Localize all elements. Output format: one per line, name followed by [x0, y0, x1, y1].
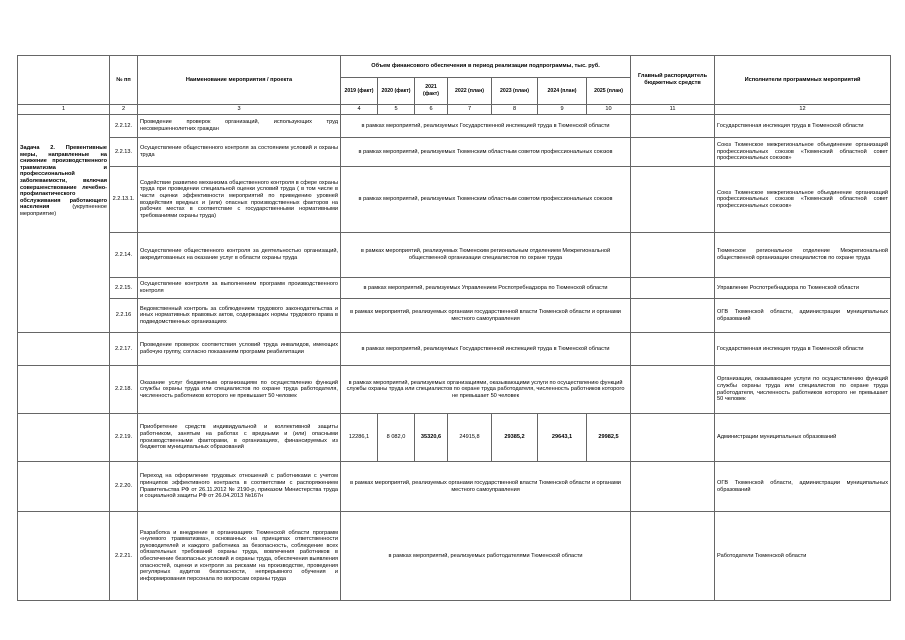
table-row [18, 333, 891, 366]
admin-cell [631, 233, 715, 278]
column-number: 11 [631, 105, 715, 115]
funding-note: в рамках мероприятий, реализуемых Тюменским региональным отделением Межрегиональной общественной организации специалистов по охране труда [341, 233, 631, 278]
value-2025: 29982,5 [587, 414, 631, 462]
row-number: 2.2.16 [110, 299, 138, 333]
admin-cell [631, 115, 715, 138]
task-cell [18, 115, 110, 333]
header-year: 2022 (план) [448, 78, 492, 105]
row-number: 2.2.20. [110, 462, 138, 512]
table-row [18, 167, 891, 233]
funding-note: в рамках мероприятий, реализуемых организациями, оказывающими услуги по осуществлению функций службы охраны труда или специалистов по охране труда работодателя, численность работников которого не превышает 50 человек [341, 366, 631, 414]
header-admin: Главный распорядитель бюджетных средств [631, 56, 715, 105]
column-number: 8 [492, 105, 538, 115]
task-note: (укрупненное мероприятие) [20, 204, 107, 217]
measure-name: Приобретение средств индивидуальной и коллективной защиты работником, занятым на работах с вредными и (или) опасными производственными факторами, в организациях, финансируемых из бюджетов муниципальных образований [138, 414, 341, 462]
column-number: 10 [587, 105, 631, 115]
measure-name: Проведение проверок соответствия условий труда инвалидов, имеющих рабочую группу, согласно показаниям программ реабилитации [138, 333, 341, 366]
header-name: Наименование мероприятия / проекта [138, 56, 341, 105]
table-row [18, 462, 891, 512]
executor: Союз Тюменское межрегиональное объединение организаций профессиональных союзов «Тюменский областной совет профессиональных союзов» [715, 138, 891, 167]
task-continuation-cell [18, 512, 110, 601]
row-number: 2.2.19. [110, 414, 138, 462]
column-number: 9 [538, 105, 587, 115]
executor: Союз Тюменское межрегиональное объединение организаций профессиональных союзов «Тюменский областной совет профессиональных союзов» [715, 167, 891, 233]
measure-name: Разработка и внедрение в организациях Тюменской области программ «нулевого травматизма», основанных на принципах ответственности руководителей и каждого работника за безопасность, соблюдение всех обязательных требований охраны труда, вовлечения работников в обеспечение безопасных условий и охраны труда, обеспечения выявления опасностей, оценки и контроля за рисками на производстве, проведения регулярных аудитов безопасности, непрерывного обучения и информирования персонала по вопросам охраны труда [138, 512, 341, 601]
measure-name: Проведение проверок организаций, использующих труд несовершеннолетних граждан [138, 115, 341, 138]
admin-cell [631, 512, 715, 601]
measure-name: Осуществление общественного контроля за состоянием условий и охраны труда [138, 138, 341, 167]
row-number: 2.2.13. [110, 138, 138, 167]
admin-cell [631, 299, 715, 333]
table-row [18, 115, 891, 138]
measure-name: Осуществление общественного контроля за деятельностью организаций, аккредитованных на оказание услуг в области охраны труда [138, 233, 341, 278]
measure-name: Ведомственный контроль за соблюдением трудового законодательства и иных нормативных правовых актов, содержащих нормы трудового права в подведомственных организациях [138, 299, 341, 333]
header-blank-cell [18, 56, 110, 105]
table-row [18, 512, 891, 601]
row-number: 2.2.15. [110, 278, 138, 299]
executor: ОГВ Тюменской области, администрации муниципальных образований [715, 462, 891, 512]
row-number: 2.2.13.1. [110, 167, 138, 233]
measure-name: Переход на оформление трудовых отношений с работниками с учетом принципов эффективного контракта в соответствии с распоряжением Правительства РФ от 26.11.2012 № 2190-р, приказом Министерства труда и социальной защиты РФ от 26.04.2013 №167н [138, 462, 341, 512]
header-year: 2020 (факт) [378, 78, 415, 105]
table-row [18, 366, 891, 414]
admin-cell [631, 462, 715, 512]
executor: ОГВ Тюменской области, администрации муниципальных образований [715, 299, 891, 333]
executor: Государственная инспекция труда в Тюменской области [715, 115, 891, 138]
column-number: 7 [448, 105, 492, 115]
header-year: 2021 (факт) [415, 78, 448, 105]
executor: Организации, оказывающие услуги по осуществлению функций службы охраны труда или специалистов по охране труда работодателя, численность работников которого не превышает 50 человек [715, 366, 891, 414]
header-num: № пп [110, 56, 138, 105]
row-number: 2.2.18. [110, 366, 138, 414]
value-2021: 35320,6 [415, 414, 448, 462]
funding-note: в рамках мероприятий, реализуемых работодателями Тюменской области [341, 512, 631, 601]
value-2019: 12286,1 [341, 414, 378, 462]
column-number: 2 [110, 105, 138, 115]
value-2024: 29643,1 [538, 414, 587, 462]
column-number: 1 [18, 105, 110, 115]
task-title: Задача 2. Превентивные меры, направленные на снижение производственного травматизма и профессиональной заболеваемости, включая совершенствование лечебно-профилактического обслуживания работающего населения [20, 145, 107, 211]
table-row [18, 299, 891, 333]
admin-cell [631, 167, 715, 233]
executor: Управление Роспотребнадзора по Тюменской области [715, 278, 891, 299]
measure-name: Оказание услуг бюджетным организациям по осуществлению функций службы охраны труда или специалистов по охране труда работодателя, численность работников которого не превышает 50 человек [138, 366, 341, 414]
table-row [18, 414, 891, 462]
task-continuation-cell [18, 333, 110, 366]
task-continuation-cell [18, 462, 110, 512]
admin-cell [631, 278, 715, 299]
executor: Работодатели Тюменской области [715, 512, 891, 601]
value-2022: 24915,8 [448, 414, 492, 462]
measure-name: Содействие развитию механизма общественного контроля в сфере охраны труда при проведении специальной оценки условий труда ( в том числе в части оценки эффективности мероприятий по приведению уровней воздействия вредных и (или) опасных производственных факторов на рабочих местах в соответствие с государственными нормативными требованиями охраны труда) [138, 167, 341, 233]
executor: Государственная инспекция труда в Тюменской области [715, 333, 891, 366]
funding-note: в рамках мероприятий, реализуемых органами государственной власти Тюменской области и органами местного самоуправления [341, 462, 631, 512]
column-number: 3 [138, 105, 341, 115]
header-year: 2024 (план) [538, 78, 587, 105]
funding-note: в рамках мероприятий, реализуемых Государственной инспекцией труда в Тюменской области [341, 115, 631, 138]
header-year: 2023 (план) [492, 78, 538, 105]
admin-cell [631, 366, 715, 414]
measure-name: Осуществление контроля за выполнением программ производственного контроля [138, 278, 341, 299]
admin-cell [631, 414, 715, 462]
value-2020: 8 082,0 [378, 414, 415, 462]
admin-cell [631, 138, 715, 167]
header-executors: Исполнители программных мероприятий [715, 56, 891, 105]
task-continuation-cell [18, 366, 110, 414]
column-number: 12 [715, 105, 891, 115]
table-row [18, 138, 891, 167]
header-year: 2025 (план) [587, 78, 631, 105]
header-year: 2019 (факт) [341, 78, 378, 105]
row-number: 2.2.17. [110, 333, 138, 366]
row-number: 2.2.12. [110, 115, 138, 138]
column-number: 5 [378, 105, 415, 115]
table-row [18, 233, 891, 278]
row-number: 2.2.21. [110, 512, 138, 601]
funding-note: в рамках мероприятий, реализуемых Тюменским областным советом профессиональных союзов [341, 167, 631, 233]
funding-note: в рамках мероприятий, реализуемых Государственной инспекцией труда в Тюменской области [341, 333, 631, 366]
executor: Тюменское региональное отделение Межрегиональной общественной организации специалистов по охране труда [715, 233, 891, 278]
funding-note: в рамках мероприятий, реализуемых Тюменским областным советом профессиональных союзов [341, 138, 631, 167]
funding-note: в рамках мероприятий, реализуемых Управлением Роспотребнадзора по Тюменской области [341, 278, 631, 299]
value-2023: 29385,2 [492, 414, 538, 462]
executor: Администрации муниципальных образований [715, 414, 891, 462]
table-row [18, 278, 891, 299]
row-number: 2.2.14. [110, 233, 138, 278]
admin-cell [631, 333, 715, 366]
program-measures-table [17, 55, 891, 601]
funding-note: в рамках мероприятий, реализуемых органами государственной власти Тюменской области и органами местного самоуправления [341, 299, 631, 333]
column-number: 6 [415, 105, 448, 115]
column-number: 4 [341, 105, 378, 115]
header-funding: Объем финансового обеспечения в период реализации подпрограммы, тыс. руб. [341, 56, 631, 78]
task-continuation-cell [18, 414, 110, 462]
